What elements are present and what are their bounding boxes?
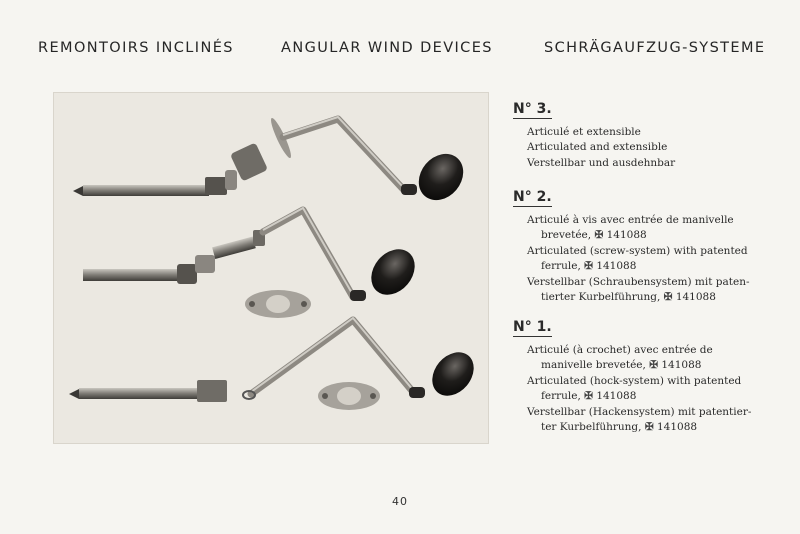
header-german-title: SCHRÄGAUFZUG-SYSTEME (544, 40, 766, 56)
description-line: Articulated (hock-system) with patented (527, 374, 742, 387)
description-line: ter Kurbelführung, ✠ 141088 (541, 421, 698, 434)
description-line: Verstellbar und ausdehnbar (527, 156, 676, 169)
product-photo (53, 92, 489, 444)
winding-tools-illustration (53, 92, 489, 444)
tool-no2-image (83, 208, 424, 318)
description-line: Verstellbar (Schraubensystem) mit paten- (527, 275, 750, 288)
description-line: tierter Kurbelführung, ✠ 141088 (541, 291, 716, 304)
section-no2 (513, 186, 783, 305)
patent-cross-icon: ✠ (584, 260, 593, 273)
section-number: N° 1. (513, 319, 552, 335)
patent-cross-icon: ✠ (584, 390, 593, 403)
header-english-title: ANGULAR WIND DEVICES (281, 40, 493, 56)
section-number: N° 3. (513, 101, 552, 117)
description-line: ferrule, ✠ 141088 (541, 260, 637, 273)
section-no1 (513, 316, 783, 435)
description-line: Verstellbar (Hackensystem) mit patentier- (527, 405, 752, 418)
patent-cross-icon: ✠ (649, 359, 658, 372)
header-french-title: REMONTOIRS INCLINÉS (38, 40, 234, 56)
section-number: N° 2. (513, 189, 552, 205)
description-line: Articulated (screw-system) with patented (527, 244, 748, 257)
description-line: brevetée, ✠ 141088 (541, 229, 647, 242)
page-number: 40 (392, 495, 408, 508)
tool-no1-image (69, 318, 482, 410)
description-line: manivelle brevetée, ✠ 141088 (541, 359, 702, 372)
patent-cross-icon: ✠ (594, 229, 604, 242)
description-line: Articulé à vis avec entrée de manivelle (527, 214, 734, 226)
section-no3 (513, 98, 783, 171)
description-line: ferrule, ✠ 141088 (541, 390, 637, 403)
description-line: Articulé (à crochet) avec entrée de (527, 344, 713, 356)
patent-cross-icon: ✠ (644, 421, 654, 434)
patent-cross-icon: ✠ (663, 291, 673, 304)
page-header (0, 40, 800, 64)
description-line: Articulated and extensible (527, 141, 668, 154)
description-line: Articulé et extensible (527, 126, 641, 138)
tool-no3-image (73, 116, 472, 209)
